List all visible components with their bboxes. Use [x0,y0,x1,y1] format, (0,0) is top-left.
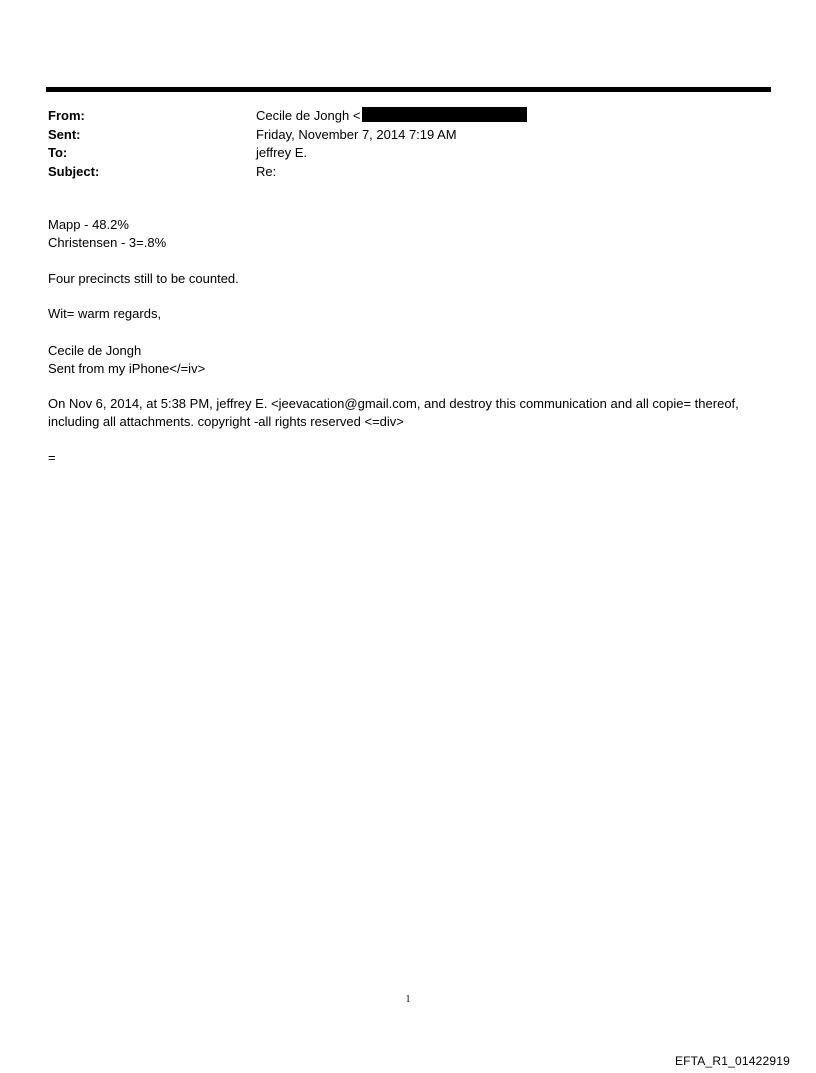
subject-value: Re: [256,163,277,179]
sent-row [48,126,768,145]
regards-text: Wit= warm regards, [48,306,162,321]
signature-device: Sent from my iPhone</=iv> [48,360,206,376]
from-name: Cecile de Jongh < [256,108,361,123]
signature-paragraph [48,342,778,377]
from-label: From: [48,108,85,123]
mapp-result: Mapp - 48.2% [48,217,129,232]
precincts-paragraph [48,270,778,288]
from-row [48,107,768,126]
sent-value: Friday, November 7, 2014 7:19 AM [256,126,457,142]
precincts-text: Four precincts still to be counted. [48,271,239,286]
results-paragraph [48,216,778,251]
header-rule [46,87,771,92]
redaction-block [362,107,527,122]
from-value [256,107,527,126]
christensen-result: Christensen - 3=.8% [48,234,167,250]
trailing-paragraph [48,449,778,467]
quoted-line-2: including all attachments. copyright -all rights reserved <=div> [48,413,404,429]
regards-paragraph [48,305,778,323]
email-header [48,107,768,181]
to-value: jeffrey E. [256,145,308,160]
quoted-line-1: On Nov 6, 2014, at 5:38 PM, jeffrey E. <jeevacation@gmail.com, and destroy this communication and all copie= thereof, [48,396,739,411]
quoted-paragraph [48,395,778,430]
trailing-char: = [48,450,56,465]
subject-label: Subject: [48,163,100,179]
signature-name: Cecile de Jongh [48,343,142,358]
document-id: EFTA_R1_01422919 [674,1054,790,1068]
page-number: 1 [405,994,411,1005]
sent-label: Sent: [48,126,81,142]
subject-row [48,163,768,182]
to-label: To: [48,145,68,160]
to-row [48,144,768,163]
